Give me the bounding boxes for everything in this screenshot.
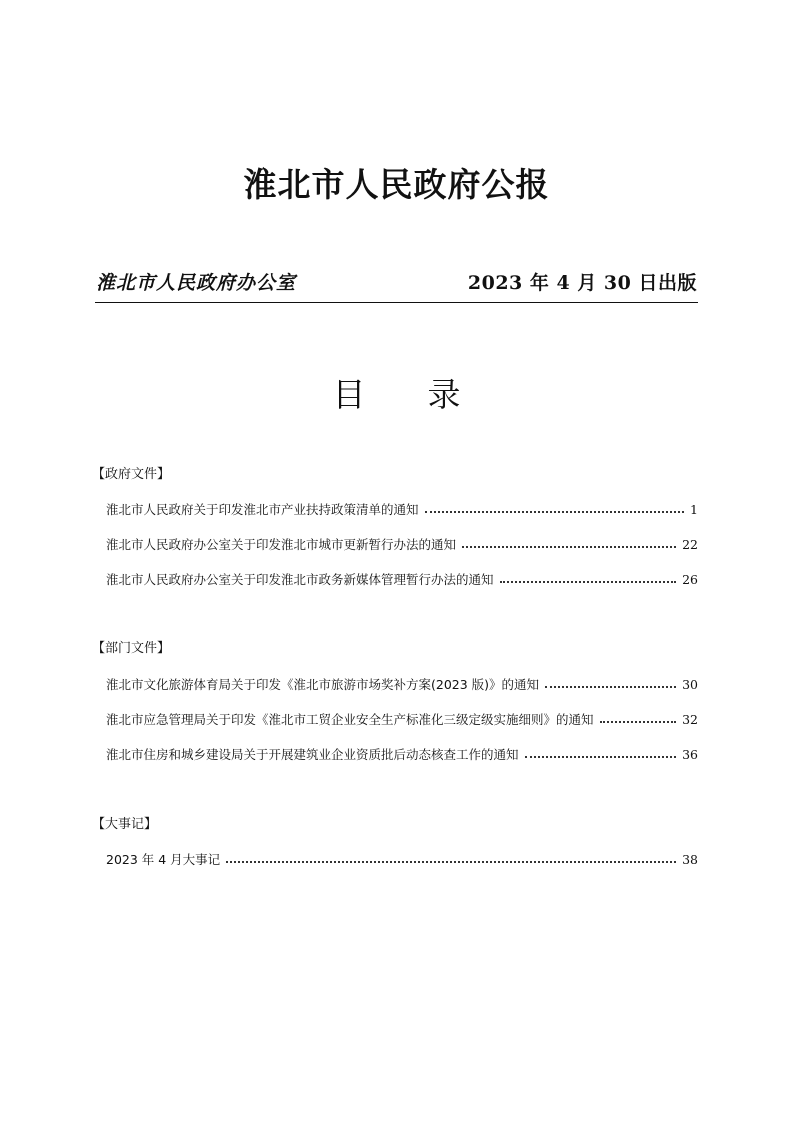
dot-leader <box>525 756 677 758</box>
dot-leader <box>425 511 685 513</box>
dot-leader <box>545 686 676 688</box>
toc-entry[interactable] <box>106 850 698 870</box>
toc-entry[interactable] <box>106 710 698 730</box>
toc-entry-title: 淮北市文化旅游体育局关于印发《淮北市旅游市场奖补方案(2023 版)》的通知 <box>106 677 540 692</box>
dot-leader <box>462 546 676 548</box>
masthead-divider <box>95 302 698 303</box>
publication-date: 2023 年 4 月 30 日出版 <box>467 272 697 294</box>
toc-entry-page: 36 <box>682 747 698 762</box>
toc-heading-char-2: 录 <box>427 375 461 414</box>
toc-entry-page: 30 <box>682 677 698 692</box>
dot-leader <box>600 721 677 723</box>
toc-entry[interactable] <box>106 745 698 765</box>
toc-entry[interactable] <box>106 535 698 555</box>
toc-entry-title: 淮北市人民政府办公室关于印发淮北市政务新媒体管理暂行办法的通知 <box>106 572 494 587</box>
toc-entry-page: 26 <box>682 572 698 587</box>
toc-entry-page: 1 <box>690 502 698 517</box>
toc-entry-title: 淮北市应急管理局关于印发《淮北市工贸企业安全生产标准化三级定级实施细则》的通知 <box>106 712 594 727</box>
dot-leader <box>500 581 677 583</box>
issuing-office: 淮北市人民政府办公室 <box>96 272 297 294</box>
toc-entry-title: 2023 年 4 月大事记 <box>106 852 221 867</box>
masthead <box>96 268 697 302</box>
bulletin-title: 淮北市人民政府公报 <box>243 165 550 204</box>
dot-leader <box>226 861 676 863</box>
toc-entry-page: 22 <box>682 537 698 552</box>
toc-heading <box>0 372 793 418</box>
toc-entry[interactable] <box>106 570 698 590</box>
section-label-chronicle: 【大事记】 <box>92 817 158 832</box>
section-label-department-documents: 【部门文件】 <box>92 641 171 656</box>
toc-entry[interactable] <box>106 675 698 695</box>
toc-heading-char-1: 目 <box>332 375 366 414</box>
toc-entry-title: 淮北市人民政府办公室关于印发淮北市城市更新暂行办法的通知 <box>106 537 457 552</box>
section-label-government-documents: 【政府文件】 <box>92 467 171 482</box>
toc-entry-page: 32 <box>682 712 698 727</box>
toc-entry[interactable] <box>106 500 698 520</box>
toc-entry-page: 38 <box>682 852 698 867</box>
toc-entry-title: 淮北市住房和城乡建设局关于开展建筑业企业资质批后动态核查工作的通知 <box>106 747 519 762</box>
toc-entry-title: 淮北市人民政府关于印发淮北市产业扶持政策清单的通知 <box>106 502 419 517</box>
